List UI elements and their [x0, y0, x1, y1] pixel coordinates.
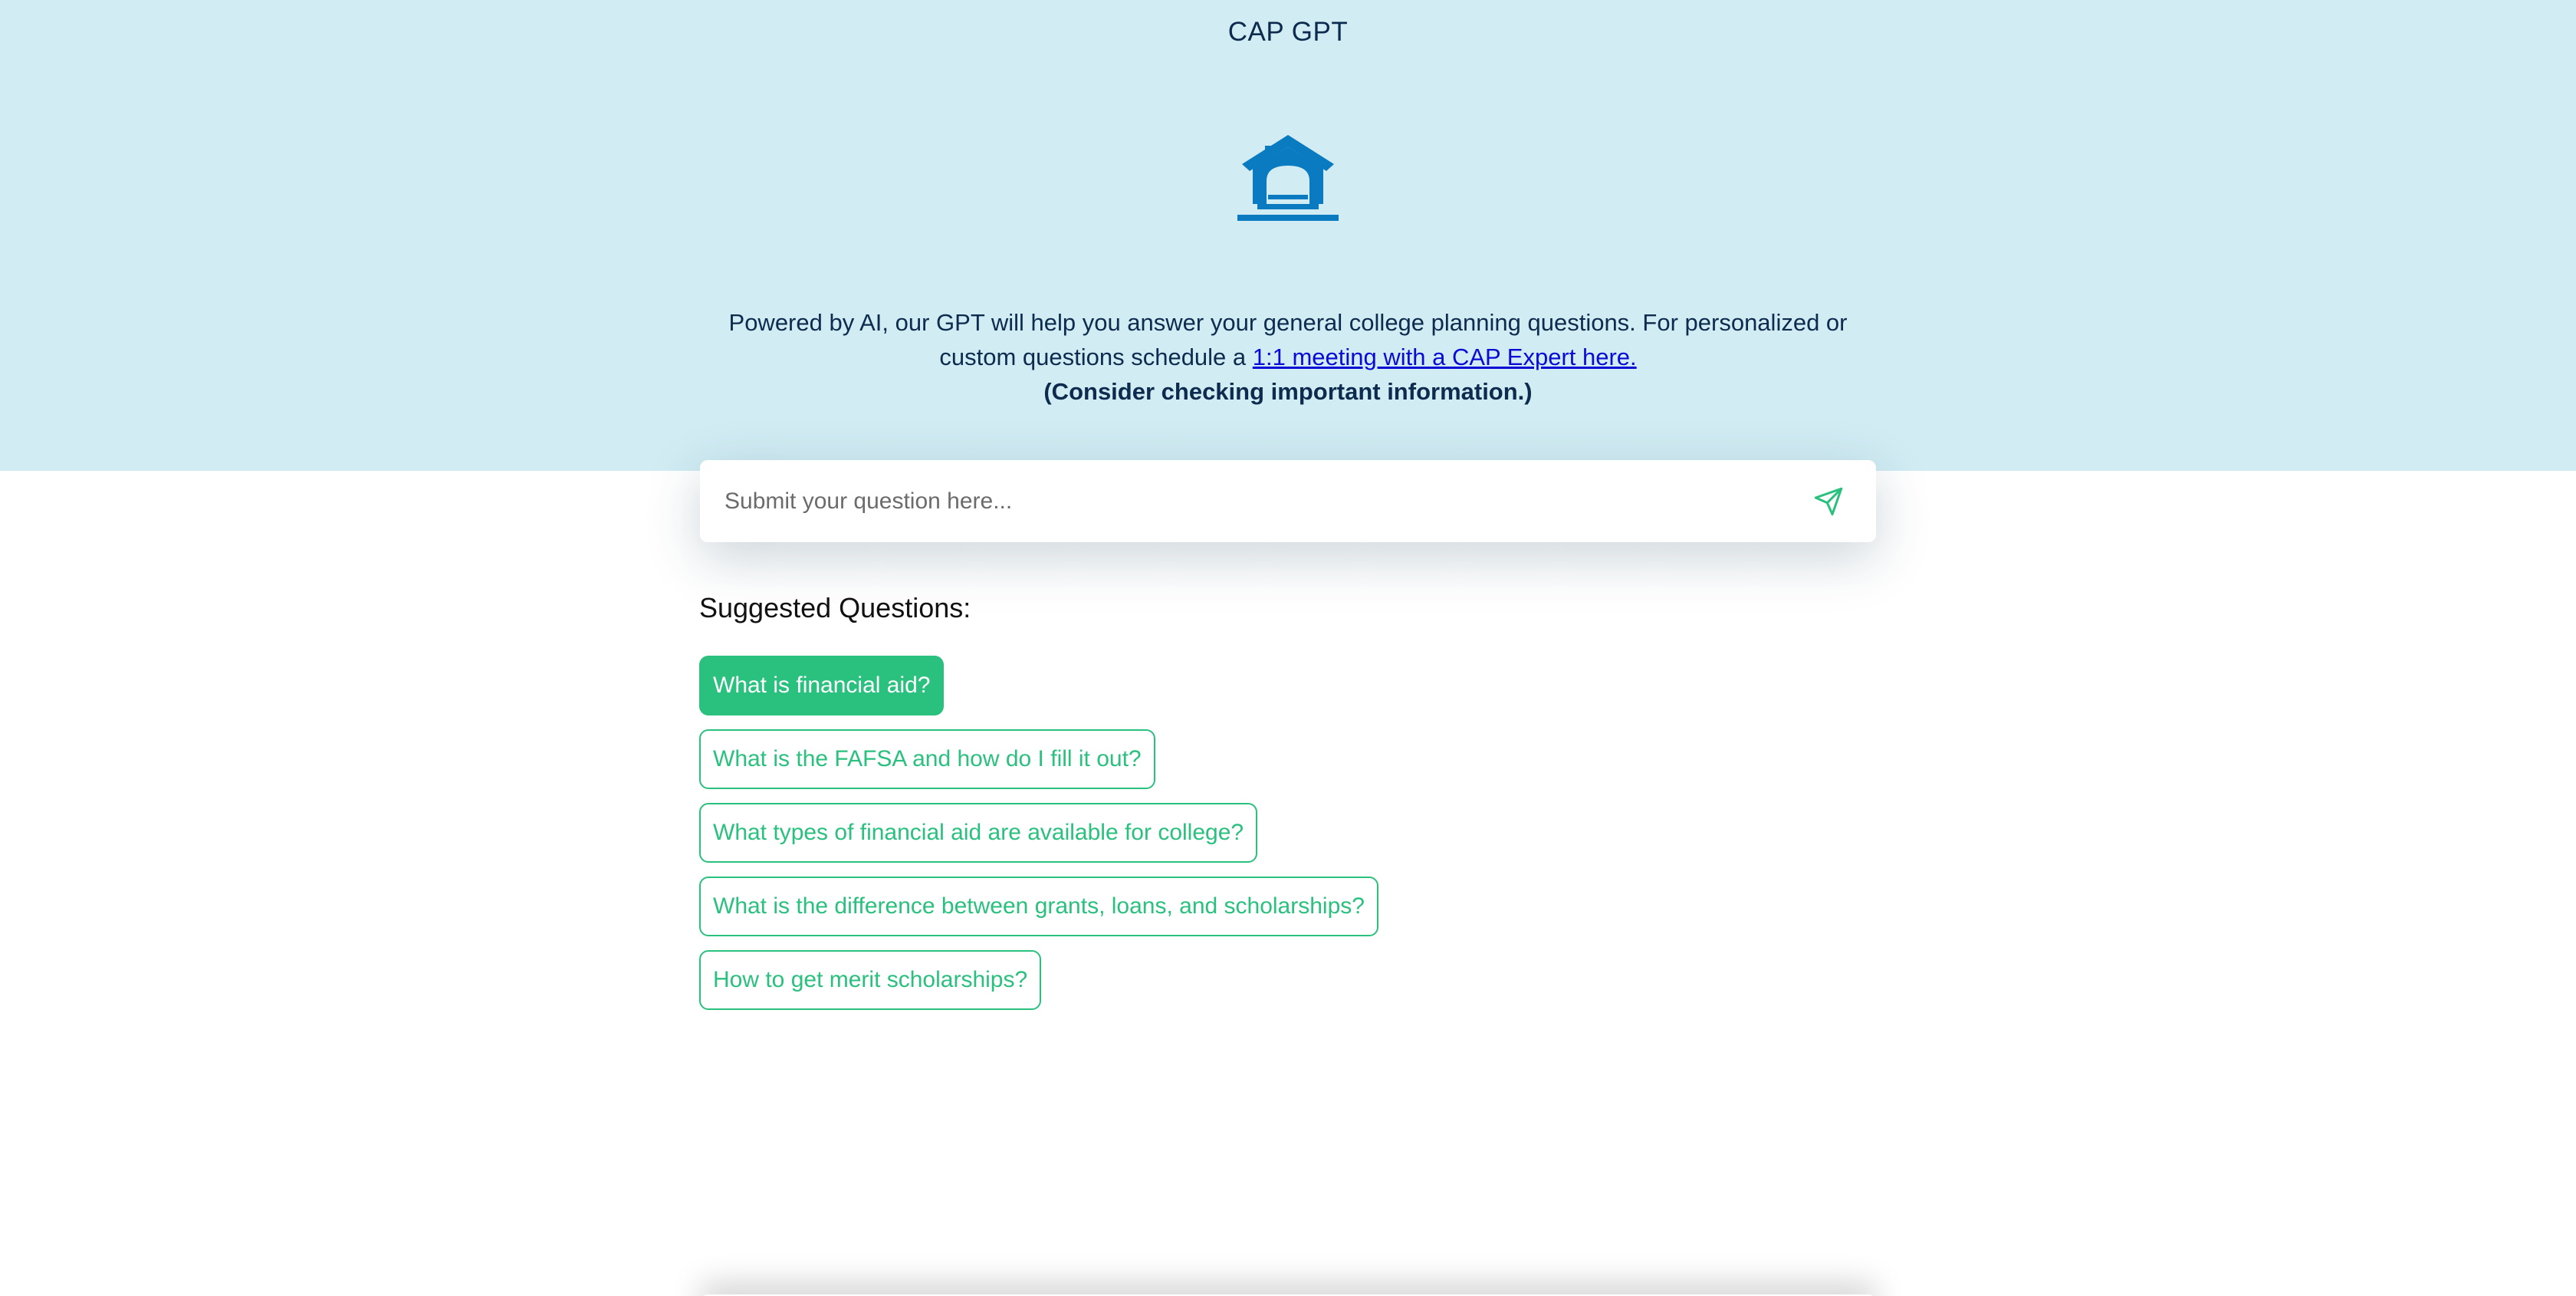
suggestion-chip[interactable]: What is the difference between grants, loans, and scholarships? — [699, 877, 1378, 936]
suggested-questions-list — [699, 656, 1378, 1010]
intro-text — [690, 305, 1886, 409]
intro-note: (Consider checking important information.) — [1043, 378, 1533, 405]
suggestion-chip[interactable]: What types of financial aid are available for college? — [699, 803, 1257, 863]
search-bar — [700, 460, 1876, 542]
app-title: CAP GPT — [1227, 17, 1349, 47]
suggestion-chip[interactable]: How to get merit scholarships? — [699, 950, 1041, 1010]
question-input[interactable] — [724, 488, 1806, 515]
intro-description: Powered by AI, our GPT will help you answer your general college planning questions. For personalized or custom questions schedule a — [728, 309, 1848, 370]
suggested-questions-title: Suggested Questions: — [699, 592, 971, 623]
hero-banner — [0, 0, 2576, 471]
suggestion-chip[interactable]: What is the FAFSA and how do I fill it out? — [699, 729, 1155, 789]
graduation-cap-house-icon — [1237, 135, 1339, 222]
send-icon — [1813, 486, 1844, 517]
suggestion-chip[interactable]: What is financial aid? — [699, 656, 944, 715]
schedule-meeting-link[interactable]: 1:1 meeting with a CAP Expert here. — [1252, 344, 1637, 370]
send-button[interactable] — [1806, 479, 1852, 525]
